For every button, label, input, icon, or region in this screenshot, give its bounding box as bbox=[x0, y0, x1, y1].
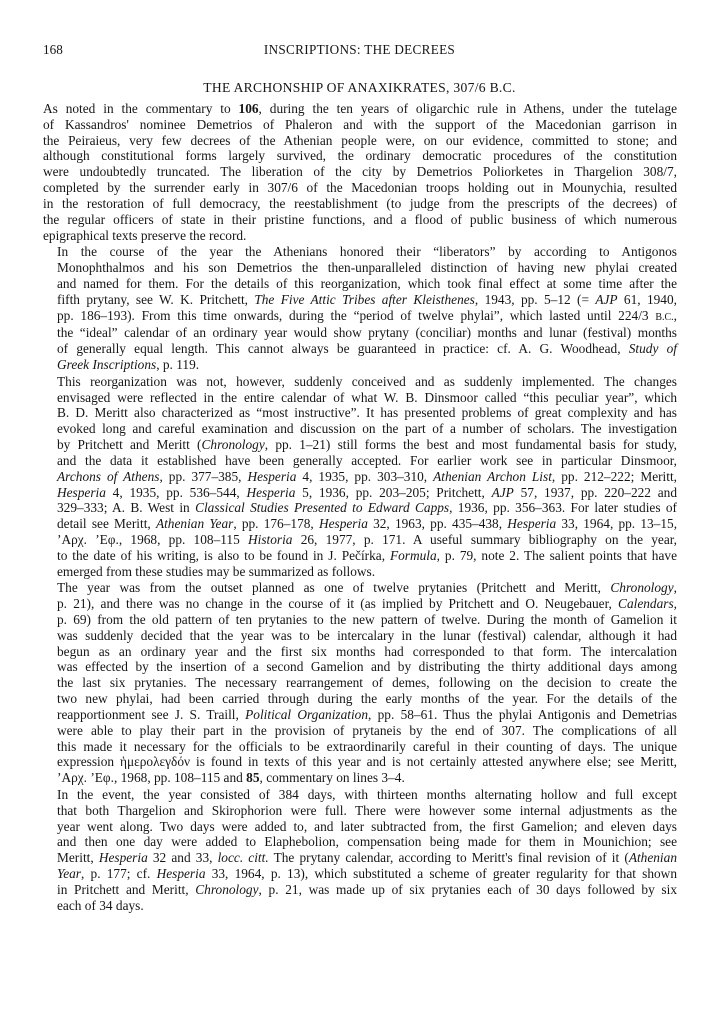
text-line: was effected by the insertion of a second Gamelion and by distributing the thirty additional days among bbox=[57, 659, 677, 675]
paragraph bbox=[43, 374, 677, 580]
text-line: detail see Meritt, Athenian Year, pp. 176–178, Hesperia 32, 1963, pp. 435–438, Hesperia 33, 1964, pp. 13–15, bbox=[57, 516, 678, 532]
text-line: the “ideal” calendar of an ordinary year would show prytany (conciliar) months and lunar (festival) months bbox=[57, 325, 677, 341]
text-line: in the restoration of full democracy, the reestablishment (to judge from the prescripts of the decrees) of bbox=[43, 195, 677, 211]
text-line: p. 69) from the old pattern of ten prytanies to the new pattern of twelve. During the month of Gamelion it bbox=[57, 612, 677, 627]
text-line: the regular officers of state in their pristine functions, and a flood of public business of which numerous bbox=[43, 211, 677, 227]
text-line: this made it necessary for the officials to be extraordinarily careful in their counting of days. The unique bbox=[57, 738, 677, 754]
text-line: begun as an ordinary year and the first six months had corresponded to that form. The intercalation bbox=[57, 643, 677, 659]
text-line: were undoubtedly truncated. The liberation of the city by Demetrios Poliorketes in Thargelion 308/7, bbox=[43, 164, 677, 180]
text-line: This reorganization was not, however, suddenly conceived and as suddenly implemented. The changes bbox=[57, 373, 677, 389]
text-line: Year, p. 177; cf. Hesperia 33, 1964, p. 13), which substituted a scheme of greater regularity for that shown bbox=[57, 866, 677, 881]
text-line: the last six prytanies. The necessary rearrangement of demes, following on the decision to create the bbox=[57, 675, 677, 691]
text-line: pp. 186–193). From this time onwards, during the “period of twelve phylai”, which lasted until 224/3 B.C., bbox=[57, 307, 677, 323]
running-title: INSCRIPTIONS: THE DECREES bbox=[263, 42, 456, 57]
text-line: p. 21), and there was no change in the course of it (as implied by Pritchett and O. Neugebauer, Calendars, bbox=[57, 596, 677, 612]
text-line: to the date of his writing, is also to be found in J. Pečírka, Formula, p. 79, note 2. The salient points that have bbox=[57, 547, 677, 563]
text-line: 329–333; A. B. West in Classical Studies Presented to Edward Capps, 1936, pp. 356–363. For later studies of bbox=[57, 500, 677, 516]
page-header bbox=[43, 42, 676, 60]
text-line: and then one day were added to Elaphebolion, compensation being made for them in Mounichion; see bbox=[57, 834, 677, 850]
text-line: Hesperia 4, 1935, pp. 536–544, Hesperia 5, 1936, pp. 203–205; Pritchett, AJP 57, 1937, pp. 220–222 and bbox=[57, 484, 677, 500]
text-line: reapportionment see J. S. Traill, Political Organization, pp. 58–61. Thus the phylai Antigonis and Demetrias bbox=[57, 706, 677, 722]
body-text bbox=[43, 101, 677, 913]
text-line: each of 34 days. bbox=[57, 897, 144, 913]
text-line: As noted in the commentary to 106, during the ten years of oligarchic rule in Athens, under the tutelage bbox=[43, 101, 677, 116]
text-line: and named for them. For the details of this reorganization, which took final effect at some time after the bbox=[57, 275, 677, 291]
text-line: year went along. Two days were added to, and later subtracted from, the first Gamelion; and eleven days bbox=[57, 818, 677, 834]
text-line: expression ἡμερολεγδόν is found in texts of this year and is not certainly attested anywhere else; see Meritt, bbox=[57, 754, 677, 770]
text-line: and the data it established have been generally accepted. For earlier work see in particular Dinsmoor, bbox=[57, 452, 677, 468]
text-line: Monophthalmos and his son Demetrios the then-unparalleled distinction of having new phylai created bbox=[57, 260, 677, 276]
text-line: in Pritchett and Meritt, Chronology, p. 21, was made up of six prytanies each of 30 days followed by six bbox=[57, 881, 677, 897]
text-line: epigraphical texts preserve the record. bbox=[43, 227, 247, 243]
text-line: by Pritchett and Meritt (Chronology, pp. 1–21) still forms the best and most fundamental basis for study, bbox=[57, 437, 678, 453]
text-line: ’Αρχ. ’Εφ., 1968, pp. 108–115 and 85, commentary on lines 3–4. bbox=[57, 770, 405, 786]
text-line: of generally equal length. This cannot always be guaranteed in practice: cf. A. G. Woodhead, Study of bbox=[57, 341, 677, 357]
text-line: Greek Inscriptions, p. 119. bbox=[57, 357, 200, 372]
text-line: envisaged were reflected in the entire calendar of what W. B. Dinsmoor called “this peculiar year”, which bbox=[57, 389, 677, 405]
text-line: completed by the surrender early in 307/6 of the Macedonian troops holding out in Mounychia, resulted bbox=[43, 180, 677, 196]
text-line: was suddenly decided that the year was to be intercalary in the lunar (festival) calendar, although it had bbox=[57, 627, 677, 643]
text-line: two new phylai, had been carried through during the early months of the year. For the details of the bbox=[57, 691, 677, 707]
page-number: 168 bbox=[43, 42, 63, 57]
text-line: that both Thargelion and Skirophorion were full. There were however some internal adjustments as the bbox=[57, 802, 677, 818]
text-line: Meritt, Hesperia 32 and 33, locc. citt. The prytany calendar, according to Meritt's final revision of it (Athenian bbox=[57, 850, 677, 866]
text-line: evoked long and careful examination and discussion on the part of a number of scholars. The investigation bbox=[57, 421, 677, 437]
text-line: ’Αρχ. ’Εφ., 1968, pp. 108–115 Historia 26, 1977, p. 171. A useful summary bibliography on the year, bbox=[57, 531, 677, 547]
paragraph bbox=[43, 787, 677, 914]
text-line: fifth prytany, see W. K. Pritchett, The Five Attic Tribes after Kleisthenes, 1943, pp. 5–12 (= AJP 61, 1940, bbox=[57, 291, 677, 307]
text-line: were able to play their part in the provision of prytaneis by the end of 307. The complications of all bbox=[57, 722, 677, 738]
text-line: the Peiraieus, very few decrees of the Athenian people were, on our evidence, committed to stone; and bbox=[43, 132, 677, 148]
text-line: of Kassandros' nominee Demetrios of Phaleron and with the support of the Macedonian garrison in bbox=[43, 116, 677, 132]
paragraph bbox=[43, 244, 677, 373]
paragraph bbox=[43, 580, 677, 786]
text-line: although constitutional forms largely survived, the ordinary democratic procedures of the constitution bbox=[43, 148, 677, 164]
text-line: In the course of the year the Athenians honored their “liberators” by according to Antigonos bbox=[57, 244, 677, 260]
paragraph bbox=[43, 101, 677, 243]
text-line: The year was from the outset planned as one of twelve prytanies (Pritchett and Meritt, Chronology, bbox=[57, 580, 677, 596]
text-line: In the event, the year consisted of 384 days, with thirteen months alternating hollow and full except bbox=[57, 786, 677, 802]
text-line: Archons of Athens, pp. 377–385, Hesperia 4, 1935, pp. 303–310, Athenian Archon List, pp. 212–222; Meritt, bbox=[57, 468, 678, 484]
section-title: THE ARCHONSHIP OF ANAXIKRATES, 307/6 B.C. bbox=[203, 80, 516, 95]
text-line: B. D. Meritt also characterized as “most instructive”. It has presented problems of great complexity and has bbox=[57, 405, 677, 421]
text-line: emerged from these studies may be summarized as follows. bbox=[57, 563, 376, 579]
